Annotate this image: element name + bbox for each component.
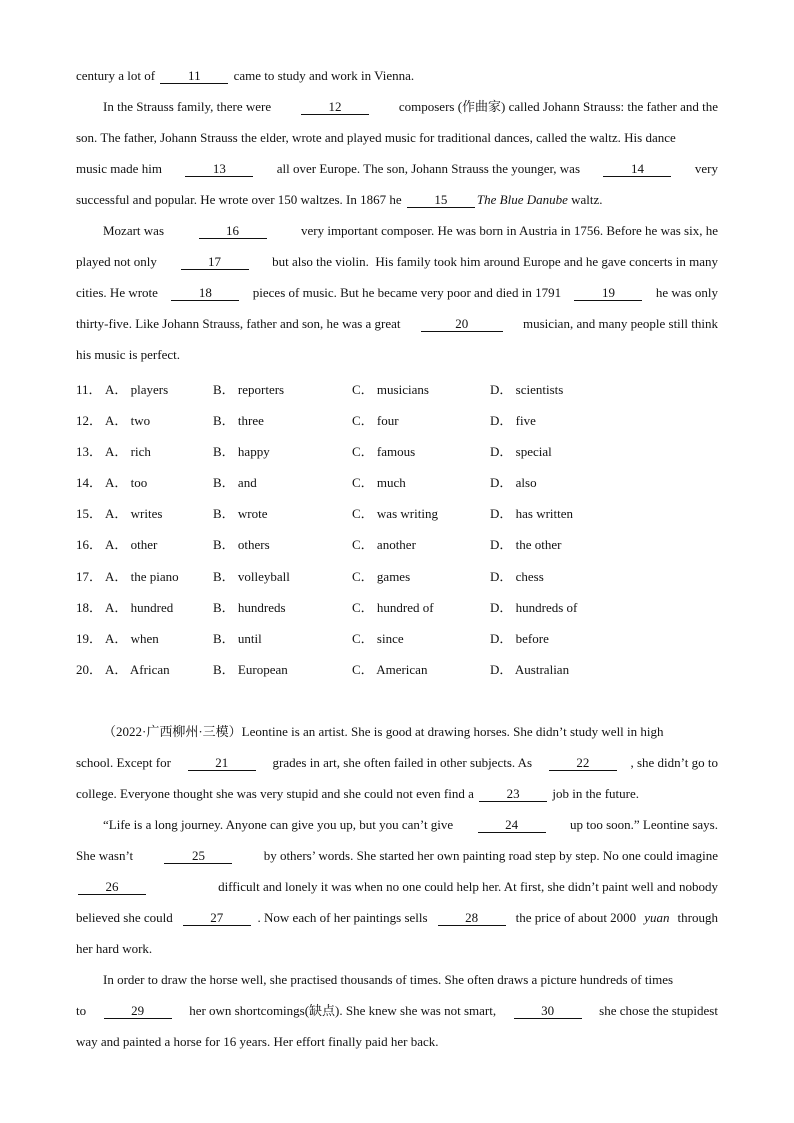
text-line: college. Everyone thought she was very stupid and she could not even find a 23 job in the future. [76,786,639,801]
text-line: In order to draw the horse well, she practised thousands of times. She often draws a picture hundreds of times [103,972,674,987]
blank-30[interactable]: 30 [514,1004,582,1019]
blank-25[interactable]: 25 [164,849,232,864]
option-c[interactable]: C． famous [352,444,416,460]
question-number: 20． [76,661,103,677]
option-a[interactable]: A． African [105,661,170,677]
blank-27[interactable]: 27 [183,911,251,926]
text-line: In the Strauss family, there were 12 composers (作曲家) called Johann Strauss: the father and the [103,99,718,114]
text-line: way and painted a horse for 16 years. Her effort finally paid her back. [76,1034,439,1049]
option-b[interactable]: B． reporters [213,382,285,397]
option-d[interactable]: D． special [490,444,552,460]
question-row [76,374,718,405]
text-line: played not only 17 but also the violin. His family took him around Europe and he gave concerts in many [76,254,718,269]
blank-28[interactable]: 28 [438,911,506,926]
text-line: her hard work. [76,941,153,956]
question-row [76,623,718,654]
blank-19[interactable]: 19 [574,286,642,301]
question-row [76,654,718,685]
blank-29[interactable]: 29 [104,1004,172,1019]
text-line: son. The father, Johann Strauss the elder, wrote and played music for traditional dances, called the waltz. His dance [76,130,676,145]
blank-15[interactable]: 15 [407,193,475,208]
question-number: 11． [76,382,102,397]
text-line: to 29 her own shortcomings(缺点). She knew she was not smart, 30 she chose the stupidest [76,1003,718,1018]
text-line: believed she could 27 . Now each of her paintings sells 28 the price of about 2000 yuan through [76,910,718,925]
option-a[interactable]: A． rich [105,444,151,460]
question-number: 19． [76,630,103,646]
text-line: 26 difficult and lonely it was when no one could help her. At first, she didn’t paint well and nobody [76,871,718,902]
question-row [76,529,718,560]
question-row [76,561,718,592]
question-row [76,467,718,498]
text-line: Mozart was 16 very important composer. He was born in Austria in 1756. Before he was six, he [103,223,718,238]
option-d[interactable]: D． scientists [490,382,564,397]
blank-16[interactable]: 16 [199,224,267,239]
option-d[interactable]: D． also [490,475,537,491]
blank-18[interactable]: 18 [171,286,239,301]
option-c[interactable]: C． four [352,413,399,429]
option-c[interactable]: C． games [352,568,411,584]
text-line: successful and popular. He wrote over 150 waltzes. In 1867 he 15 The Blue Danube waltz. [76,184,718,215]
blank-11[interactable]: 11 [160,69,228,84]
option-c[interactable]: C． American [352,661,428,677]
option-b[interactable]: B． three [213,413,264,429]
option-d[interactable]: D． the other [490,537,562,553]
option-b[interactable]: B． others [213,537,270,553]
blank-12[interactable]: 12 [301,100,369,115]
blank-13[interactable]: 13 [185,162,253,177]
question-row [76,592,718,623]
text-line: music made him 13 all over Europe. The son, Johann Strauss the younger, was 14 very [76,161,718,176]
option-c[interactable]: C． since [352,630,404,646]
question-row [76,405,718,436]
option-b[interactable]: B． hundreds [213,599,286,615]
option-a[interactable]: A． two [105,413,151,429]
option-d[interactable]: D． five [490,413,536,429]
option-c[interactable]: C． another [352,537,416,553]
option-c[interactable]: C． much [352,475,406,491]
option-b[interactable]: B． volleyball [213,568,290,584]
question-number: 16． [76,537,103,553]
question-number: 13． [76,444,103,460]
question-row [76,436,718,467]
text-line: cities. He wrote 18 pieces of music. But he became very poor and died in 1791 19 he was only [76,285,718,300]
text-line: his music is perfect. [76,347,180,362]
blank-22[interactable]: 22 [549,756,617,771]
question-number: 14． [76,475,103,491]
text-line [76,716,718,747]
song-title: The Blue Danube [476,192,568,207]
question-number: 15． [76,506,103,522]
options-11-20 [76,374,718,685]
text-line: thirty-five. Like Johann Strauss, father and son, he was a great 20 musician, and many people still think [76,316,718,331]
option-a[interactable]: A． other [105,537,158,553]
option-a[interactable]: A． players [105,382,169,397]
option-b[interactable]: B． wrote [213,506,268,522]
option-d[interactable]: D． before [490,630,549,646]
blank-14[interactable]: 14 [603,162,671,177]
option-d[interactable]: D． has written [490,506,574,522]
blank-26[interactable]: 26 [78,880,146,895]
option-b[interactable]: B． and [213,475,257,491]
text-line: “Life is a long journey. Anyone can give you up, but you can’t give 24 up too soon.” Leontine says. [103,817,718,832]
text-line: century a lot of 11 came to study and work in Vienna. [76,68,415,83]
option-d[interactable]: D． hundreds of [490,599,578,615]
question-row [76,498,718,529]
option-b[interactable]: B． European [213,661,288,677]
option-b[interactable]: B． happy [213,444,270,460]
option-a[interactable]: A． writes [105,506,163,522]
text-line: school. Except for 21 grades in art, she often failed in other subjects. As 22 , she didn’t go to [76,755,718,770]
question-number: 18． [76,599,103,615]
option-a[interactable]: A． too [105,475,148,491]
option-c[interactable]: C． was writing [352,506,438,522]
option-d[interactable]: D． Australian [490,661,570,677]
passage-2 [76,716,718,1057]
question-number: 12． [76,413,103,429]
question-number: 17． [76,568,103,584]
blank-21[interactable]: 21 [188,756,256,771]
text-line: She wasn’t 25 by others’ words. She started her own painting road step by step. No one could imagine [76,848,718,863]
blank-17[interactable]: 17 [181,255,249,270]
option-a[interactable]: A． hundred [105,599,174,615]
passage-1 [76,60,718,370]
blank-24[interactable]: 24 [478,818,546,833]
blank-23[interactable]: 23 [479,787,547,802]
option-c[interactable]: C． hundred of [352,599,434,615]
option-c[interactable]: C． musicians [352,382,429,397]
blank-20[interactable]: 20 [421,317,503,332]
option-a[interactable]: A． when [105,630,159,646]
option-d[interactable]: D． chess [490,568,544,584]
option-a[interactable]: A． the piano [105,568,179,584]
option-b[interactable]: B． until [213,630,262,646]
source-tag: （2022·广西柳州·三模）Leontine is an artist. She is good at drawing horses. She didn’t study well in high [103,724,664,739]
